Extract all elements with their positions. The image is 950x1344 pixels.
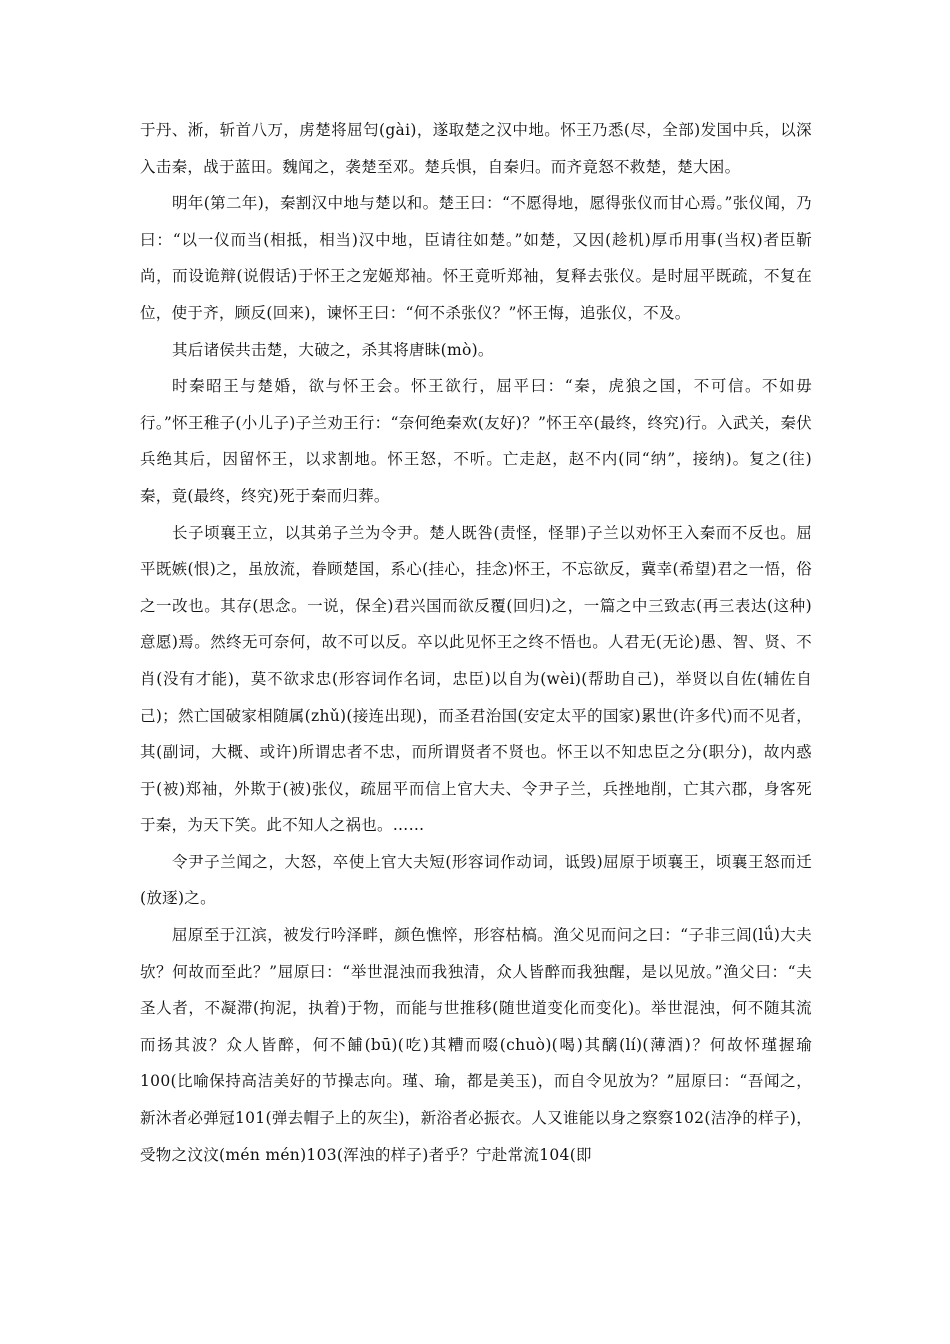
paragraph-6: 令尹子兰闻之，大怒，卒使上官大夫短(形容词作动词，诋毁)屈原于顷襄王，顷襄王怒而迁(放逐)之。 — [140, 852, 812, 908]
paragraph-4: 时秦昭王与楚婚，欲与怀王会。怀王欲行，屈平曰：“秦，虎狼之国，不可信。不如毋行。”怀王稚子(小儿子)子兰劝王行：“奈何绝秦欢(友好)？”怀王卒(最终，终究)行。入武关，秦伏兵绝其后，因留怀王，以求割地。怀王怒，不听。亡走赵，赵不内(同“纳”，接纳)。复之(往)秦，竟(最终，终究)死于秦而归葬。 — [140, 377, 812, 505]
paragraph-3: 其后诸侯共击楚，大破之，杀其将唐眛(mò)。 — [172, 340, 494, 359]
paragraph-1: 于丹、淅，斩首八万，虏楚将屈匄(gài)，遂取楚之汉中地。怀王乃悉(尽，全部)发国中兵，以深入击秦，战于蓝田。魏闻之，袭楚至邓。楚兵惧，自秦归。而齐竟怒不救楚，楚大困。 — [140, 121, 812, 176]
document-page — [140, 112, 812, 1173]
paragraph-2: 明年(第二年)，秦割汉中地与楚以和。楚王曰：“不愿得地，愿得张仪而甘心焉。”张仪闻，乃曰：“以一仪而当(相抵，相当)汉中地，臣请往如楚。”如楚，又因(趁机)厚币用事(当权)者臣靳尚，而设诡辩(说假话)于怀王之宠姬郑袖。怀王竟听郑袖，复释去张仪。是时屈平既疏，不复在位，使于齐，顾反(回来)，谏怀王曰：“何不杀张仪？”怀王悔，追张仪，不及。 — [140, 194, 812, 322]
paragraph-7: 屈原至于江滨，被发行吟泽畔，颜色憔悴，形容枯槁。渔父见而问之曰：“子非三闾(lǘ)大夫欤？何故而至此？”屈原曰：“举世混浊而我独清，众人皆醉而我独醒，是以见放。”渔父曰：“夫圣人者，不凝滞(拘泥，执着)于物，而能与世推移(随世道变化而变化)。举世混浊，何不随其流而扬其波？众人皆醉，何不餔(bū)(吃)其糟而啜(chuò)(喝)其醨(lí)(薄酒)？何故怀瑾握瑜100(比喻保持高洁美好的节操志向。瑾、瑜，都是美玉)，而自令见放为？”屈原曰：“吾闻之，新沐者必弹冠101(弹去帽子上的灰尘)，新浴者必振衣。人又谁能以身之察察102(洁净的样子)，受物之汶汶(mén mén)103(浑浊的样子)者乎？宁赴常流104(即 — [140, 926, 812, 1164]
paragraph-5: 长子顷襄王立，以其弟子兰为令尹。楚人既咎(责怪，怪罪)子兰以劝怀王入秦而不反也。屈平既嫉(恨)之，虽放流，眷顾楚国，系心(挂心，挂念)怀王，不忘欲反，冀幸(希望)君之一悟，俗之一改也。其存(思念。一说，保全)君兴国而欲反覆(回归)之，一篇之中三致志(再三表达(这种)意愿)焉。然终无可奈何，故不可以反。卒以此见怀王之终不悟也。人君无(无论)愚、智、贤、不肖(没有才能)，莫不欲求忠(形容词作名词，忠臣)以自为(wèi)(帮助自己)，举贤以自佐(辅佐自己)；然亡国破家相随属(zhǔ)(接连出现)，而圣君治国(安定太平的国家)累世(许多代)而不见者，其(副词，大概、或许)所谓忠者不忠，而所谓贤者不贤也。怀王以不知忠臣之分(职分)，故内惑于(被)郑袖，外欺于(被)张仪，疏屈平而信上官大夫、令尹子兰，兵挫地削，亡其六郡，身客死于秦，为天下笑。此不知人之祸也。…… — [140, 523, 812, 835]
